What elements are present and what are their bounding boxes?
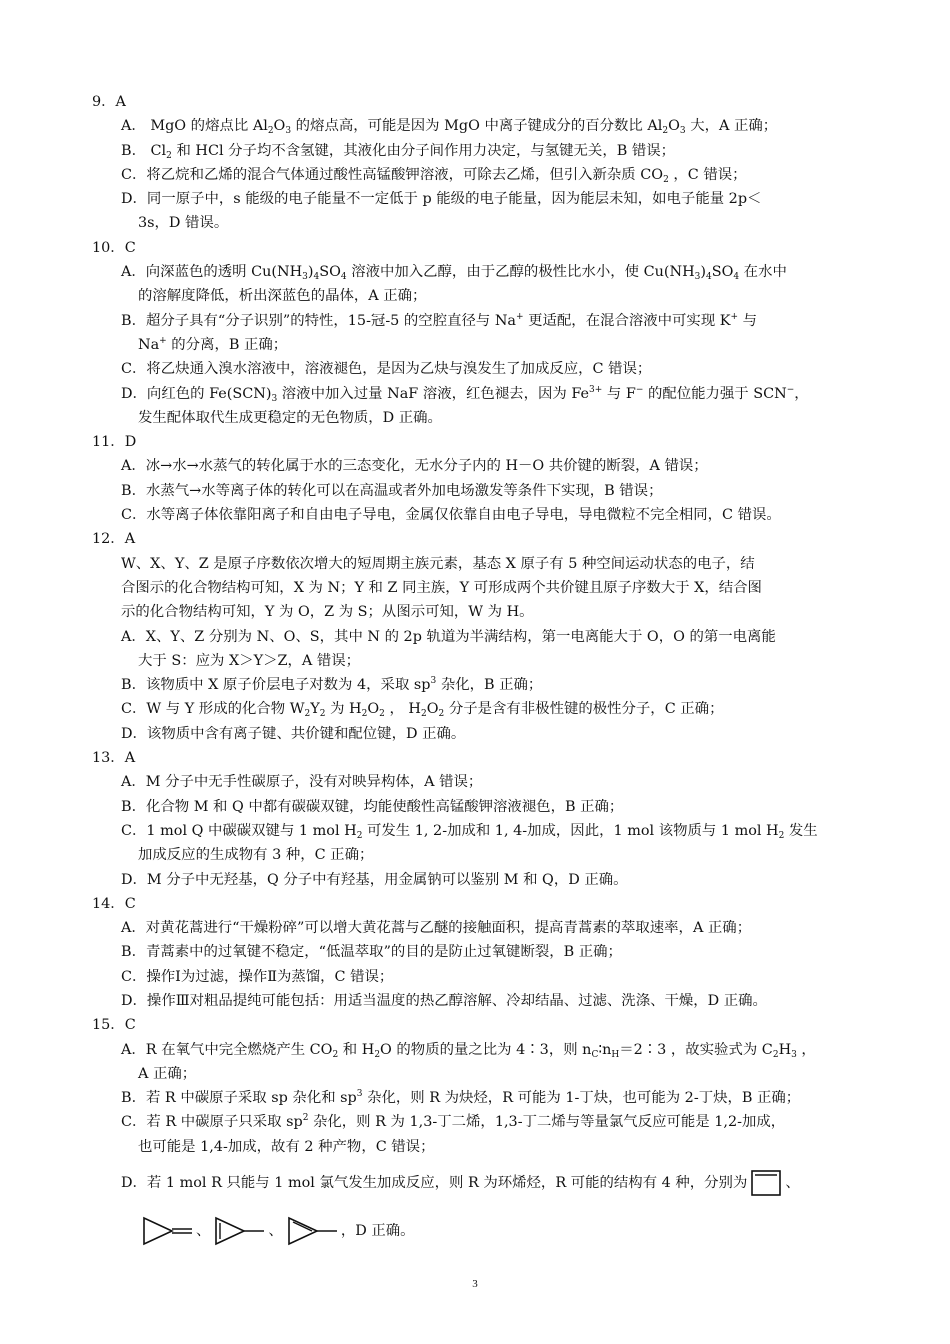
- question-15-header: 15．C: [92, 1017, 136, 1034]
- q15-option-d: D．若 1 mol R 只能与 1 mol 氯气发生加成反应，则 R 为环烯烃，R 可能的结构有 4 种，分别为 、: [92, 1159, 862, 1207]
- q13-option-a: A．M 分子中无手性碳原子，没有对映异构体，A 错误；: [121, 774, 483, 791]
- q15-option-b: B．若 R 中碳原子采取 sp 杂化和 $sp^3$ 杂化，则 R 为炔烃，R 可能为 1-丁炔，也可能为 2-丁炔，B 正确；: [121, 1089, 801, 1107]
- question-12-header: 12．A: [92, 531, 136, 548]
- q12-option-c: C．W 与 Y 形成的化合物 $W_2Y_2$ 为 $H_2O_2$ ， $H_2O_2$ 分子是含有非极性键的极性分子，C 正确；: [121, 701, 724, 720]
- question-10-header: 10．C: [92, 239, 136, 256]
- q12-option-b: B．该物质中 X 原子价层电子对数为 4，采取 $sp^3$ 杂化，B 正确；: [121, 676, 543, 694]
- q15-option-c-cont: 也可能是 1,4-加成，故有 2 种产物，C 错误；: [138, 1138, 435, 1155]
- page-number: 3: [472, 1278, 478, 1290]
- cyclobutene-structure: [749, 1168, 783, 1198]
- q10-option-b: B．超分子具有“分子识别”的特性，15-冠-5 的空腔直径与 Na+ 更适配，在混合溶液中可实现 K+ 与: [121, 311, 758, 329]
- q15-option-c: C．若 R 中碳原子只采取 $sp^2$ 杂化，则 R 为 1,3-丁二烯，1,3-丁二烯与等量氯气反应可能是 1,2-加成，: [121, 1113, 786, 1131]
- q9-option-a: A． MgO 的熔点比 $Al_2O_3$ 的熔点高，可能是因为 MgO 中离子键成分的百分数比 $Al_2O_3$ 大，A 正确；: [121, 118, 778, 137]
- q12-analysis-line-2: 合图示的化合物结构可知，X 为 N；Y 和 Z 同主族，Y 可形成两个共价键且原子序数大于 X，结合图: [121, 579, 762, 596]
- q15-option-a: A．R 在氧气中完全燃烧产生 $CO_2$ 和 $H_2O$ 的物质的量之比为 4∶3，则 $n_C∶n_H=2∶3$ ，故实验式为 $C_2H_3$ ，: [121, 1041, 816, 1060]
- q15-option-d-structures: 、 、 ，D 正确。: [92, 1207, 862, 1255]
- q9-option-d: D．同一原子中，s 能级的电子能量不一定低于 p 能级的电子能量，因为能层未知，如电子能量 2p＜: [121, 191, 762, 208]
- q13-option-c: C．1 mol Q 中碳碳双键与 1 mol $H_2$ 可发生 1, 2-加成和 1, 4-加成，因此，1 mol 该物质与 1 mol $H_2$ 发生: [121, 822, 818, 841]
- question-9-header: 9．A: [92, 94, 126, 110]
- q14-option-d: D．操作Ⅲ对粗品提纯可能包括：用适当温度的热乙醇溶解、冷却结晶、过滤、洗涤、干燥，D 正确。: [121, 992, 767, 1009]
- q10-option-a-cont: 的溶解度降低，析出深蓝色的晶体，A 正确；: [138, 288, 427, 305]
- q13-option-c-cont: 加成反应的生成物有 3 种，C 正确；: [138, 847, 374, 864]
- answer-content: [92, 90, 862, 1255]
- q14-option-b: B．青蒿素中的过氧键不稳定，“低温萃取”的目的是防止过氧键断裂，B 正确；: [121, 944, 622, 961]
- q10-option-b-cont: Na+ 的分离，B 正确；: [138, 335, 288, 353]
- q12-analysis-line-3: 示的化合物结构可知，Y 为 O，Z 为 S；从图示可知，W 为 H。: [121, 604, 534, 621]
- q11-option-c: C．水等离子体依靠阳离子和自由电子导电，金属仅依靠自由电子导电，导电微粒不完全相同，C 错误。: [121, 507, 781, 524]
- q12-option-d: D．该物质中含有离子键、共价键和配位键，D 正确。: [121, 725, 466, 742]
- q9-option-c: C．将乙烷和乙烯的混合气体通过酸性高锰酸钾溶液，可除去乙烯，但引入新杂质 $CO_2$ ，C 错误；: [121, 166, 747, 185]
- q10-option-d: D．向红色的 $Fe(SCN)_3$ 溶液中加入过量 NaF 溶液，红色褪去，因为 $Fe^{3+}$ 与 F− 的配位能力强于 SCN−，: [121, 384, 809, 404]
- q14-option-a: A．对黄花蒿进行“干燥粉碎”可以增大黄花蒿与乙醚的接触面积，提高青蒿素的萃取速率，A 正确；: [121, 920, 752, 937]
- question-13-header: 13．A: [92, 750, 136, 767]
- q13-option-d: D．M 分子中无羟基，Q 分子中有羟基，用金属钠可以鉴别 M 和 Q，D 正确。: [121, 871, 628, 888]
- question-11-header: 11．D: [92, 434, 137, 451]
- q12-option-a-cont: 大于 S：应为 X＞Y＞Z，A 错误；: [138, 652, 361, 669]
- q10-option-d-cont: 发生配体取代生成更稳定的无色物质，D 正确。: [138, 409, 442, 426]
- q12-analysis-line-1: W、X、Y、Z 是原子序数依次增大的短周期主族元素，基态 X 原子有 5 种空间运动状态的电子，结: [121, 555, 755, 572]
- methylcyclopropene-ring-double-bond-structure: [212, 1214, 266, 1248]
- q9-option-b: B． $Cl_2$ 和 HCl 分子均不含氢键，其液化由分子间作用力决定，与氢键无关，B 错误；: [121, 142, 676, 161]
- q9-option-d-cont: 3s，D 错误。: [138, 215, 229, 232]
- q11-option-a: A．冰→水→水蒸气的转化属于水的三态变化，无水分子内的 H－O 共价键的断裂，A 错误；: [121, 458, 708, 475]
- methylenecyclopropane-structure: [140, 1214, 194, 1248]
- q11-option-b: B．水蒸气→水等离子体的转化可以在高温或者外加电场激发等条件下实现，B 错误；: [121, 482, 663, 499]
- q10-option-c: C．将乙炔通入溴水溶液中，溶液褪色，是因为乙炔与溴发生了加成反应，C 错误；: [121, 361, 652, 378]
- question-14-header: 14．C: [92, 895, 136, 912]
- q14-option-c: C．操作Ⅰ为过滤，操作Ⅱ为蒸馏，C 错误；: [121, 968, 394, 985]
- q13-option-b: B．化合物 M 和 Q 中都有碳碳双键，均能使酸性高锰酸钾溶液褪色，B 正确；: [121, 798, 624, 815]
- q10-option-a: A．向深蓝色的透明 $Cu(NH_3)_4SO_4$ 溶液中加入乙醇，由于乙醇的极性比水小，使 $Cu(NH_3)_4SO_4$ 在水中: [121, 264, 787, 283]
- methylcyclopropene-structure: [285, 1214, 339, 1248]
- q12-option-a: A．X、Y、Z 分别为 N、O、S，其中 N 的 2p 轨道为半满结构，第一电离能大于 O，O 的第一电离能: [121, 628, 776, 645]
- q15-option-a-cont: A 正确；: [138, 1065, 197, 1082]
